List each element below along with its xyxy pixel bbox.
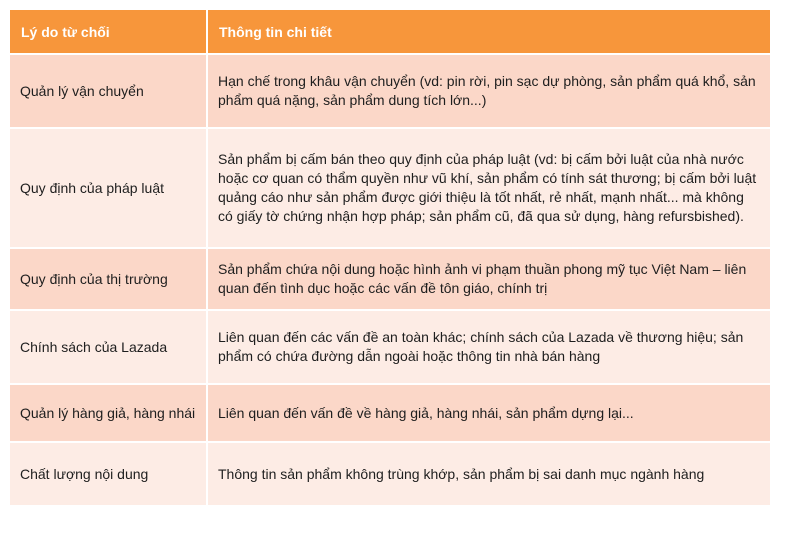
table-row	[10, 310, 770, 384]
detail-cell: Thông tin sản phẩm không trùng khớp, sản phẩm bị sai danh mục ngành hàng	[207, 442, 770, 505]
detail-cell: Hạn chế trong khâu vận chuyển (vd: pin rời, pin sạc dự phòng, sản phẩm quá khổ, sản phẩm quá nặng, sản phẩm dung tích lớn...)	[207, 54, 770, 128]
header-reason: Lý do từ chối	[10, 10, 207, 54]
table-row	[10, 384, 770, 442]
reason-cell: Quy định của pháp luật	[10, 128, 207, 248]
reason-cell: Chính sách của Lazada	[10, 310, 207, 384]
rejection-reasons-table-container	[10, 10, 770, 505]
header-detail: Thông tin chi tiết	[207, 10, 770, 54]
detail-cell: Liên quan đến các vấn đề an toàn khác; chính sách của Lazada về thương hiệu; sản phẩm có chứa đường dẫn ngoài hoặc thông tin nhà bán hàng	[207, 310, 770, 384]
table-row	[10, 128, 770, 248]
table-row	[10, 54, 770, 128]
reason-cell: Quản lý vận chuyển	[10, 54, 207, 128]
reason-cell: Quy định của thị trường	[10, 248, 207, 310]
reason-cell: Quản lý hàng giả, hàng nhái	[10, 384, 207, 442]
detail-cell: Liên quan đến vấn đề về hàng giả, hàng nhái, sản phẩm dựng lại...	[207, 384, 770, 442]
detail-cell: Sản phẩm bị cấm bán theo quy định của pháp luật (vd: bị cấm bởi luật của nhà nước hoặc cơ quan có thẩm quyền như vũ khí, sản phẩm có tính sát thương; bị cấm bởi luật quảng cáo như sản phẩm được giới thiệu là tốt nhất, rẻ nhất, mạnh nhất... mà không có giấy tờ chứng nhận hợp pháp; sản phẩm cũ, đã qua sử dụng, hàng refursbished).	[207, 128, 770, 248]
table-row	[10, 248, 770, 310]
detail-cell: Sản phẩm chứa nội dung hoặc hình ảnh vi phạm thuần phong mỹ tục Việt Nam – liên quan đến tình dục hoặc các vấn đề tôn giáo, chính trị	[207, 248, 770, 310]
table-header-row	[10, 10, 770, 54]
rejection-reasons-table	[10, 10, 770, 505]
table-row	[10, 442, 770, 505]
reason-cell: Chất lượng nội dung	[10, 442, 207, 505]
